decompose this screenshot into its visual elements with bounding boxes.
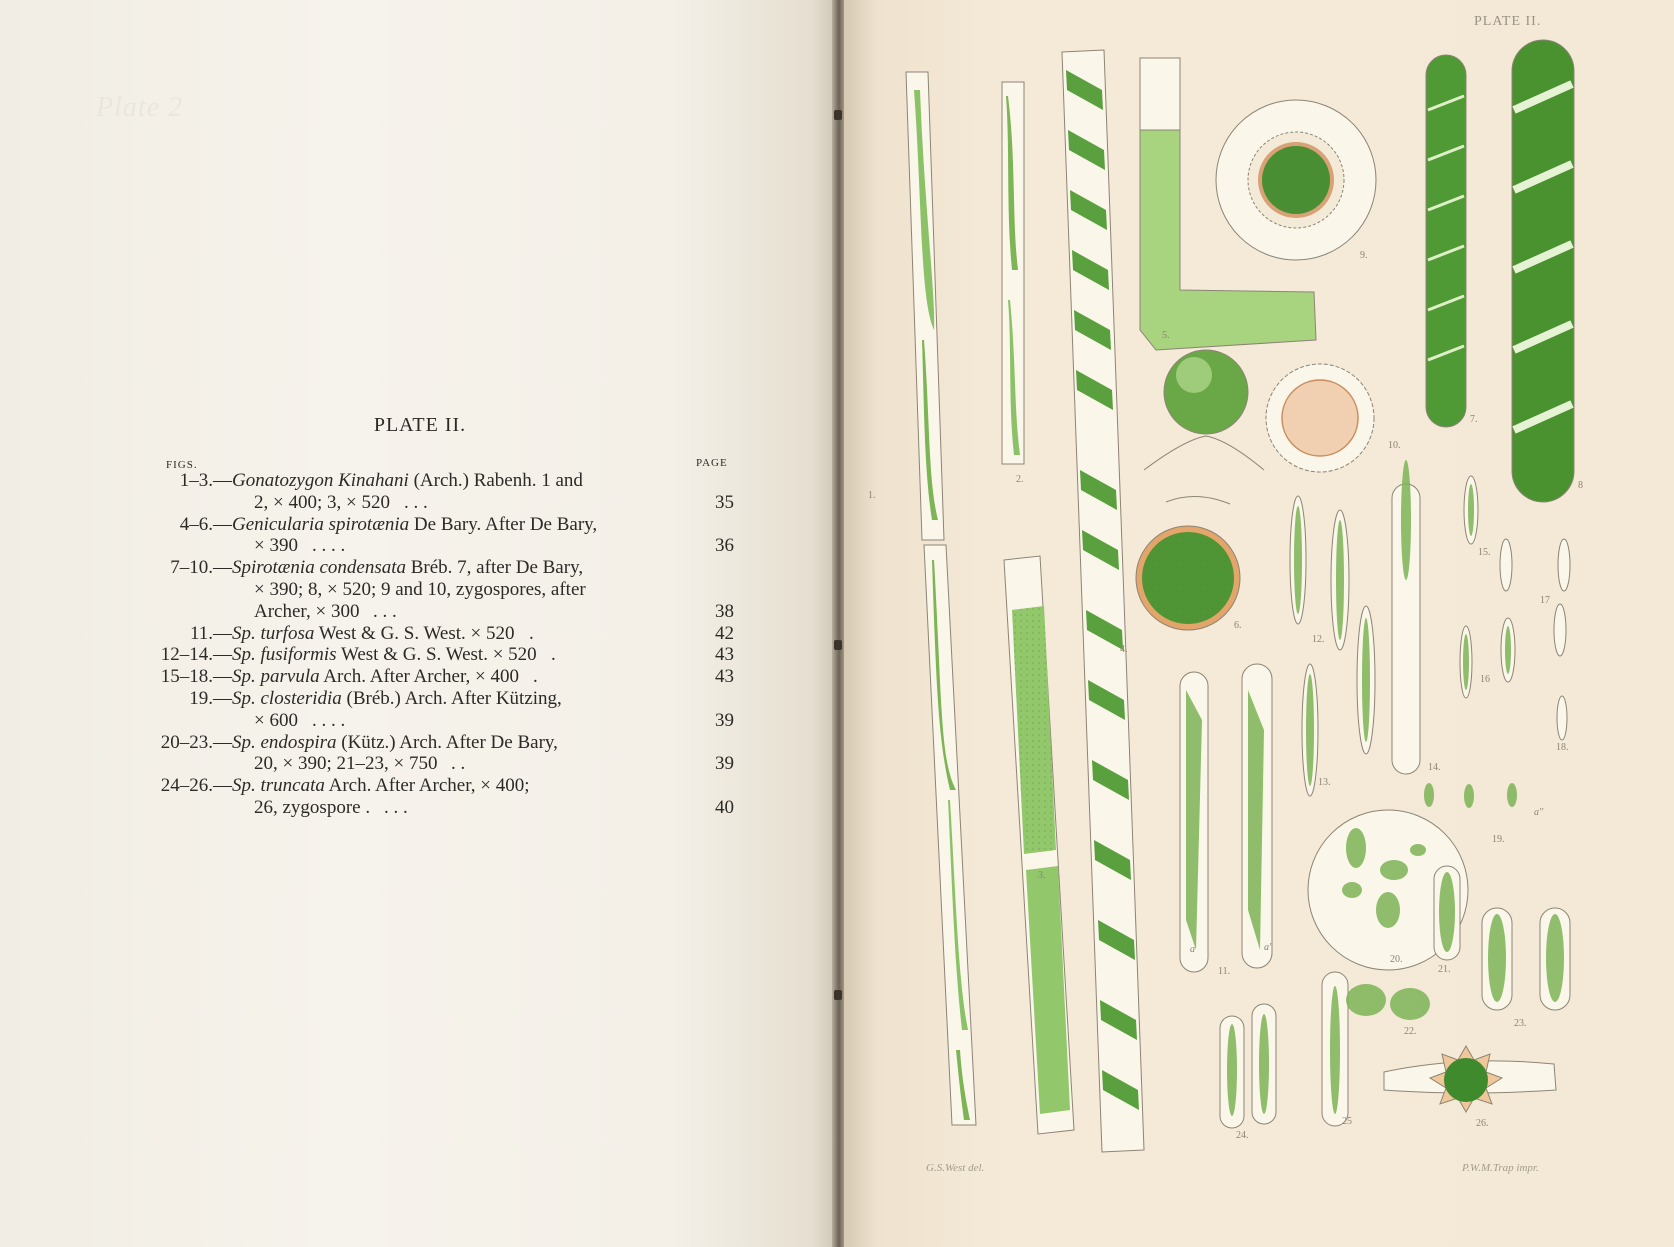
figure-label-8: 8 <box>1578 480 1583 491</box>
figure-label-16: 16 <box>1480 674 1490 685</box>
page-number: 42 <box>715 622 734 644</box>
legend-fragment: Bréb. 7, after De Bary, <box>406 557 584 579</box>
leader-dots: . . . . <box>312 709 346 731</box>
legend-line <box>150 470 740 492</box>
figure-label-3: 3. <box>1038 870 1046 881</box>
figure-label-25: 25 <box>1342 1116 1352 1127</box>
page-number: 43 <box>715 666 734 688</box>
figure-range: 24–26.— <box>160 775 232 797</box>
figure-range: 11.— <box>189 622 232 644</box>
legend-text <box>232 732 558 754</box>
legend-line <box>150 775 740 797</box>
figure-9-zygospore <box>1216 100 1376 260</box>
legend-fragment: West & G. S. West. × 520 <box>314 622 515 644</box>
figure-label-9: 9. <box>1360 250 1368 261</box>
page-number: 38 <box>715 600 734 622</box>
legend-fragment: Arch. After Archer, × 400 <box>319 666 519 688</box>
page-number: 39 <box>715 753 734 775</box>
legend-fragment: × 390; 8, × 520; 9 and 10, zygospores, after <box>254 578 586 600</box>
leader-dots: . <box>529 622 534 644</box>
legend-line <box>150 492 740 514</box>
figure-6-zygospore <box>1136 496 1240 630</box>
legend-fragment: West & G. S. West. × 520 <box>336 644 537 666</box>
legend-line <box>150 557 740 579</box>
legend-fragment: × 600 <box>254 709 298 731</box>
page-number: 43 <box>715 644 734 666</box>
legend-text <box>232 688 562 710</box>
sub-label-a-prime: a' <box>1264 942 1272 953</box>
left-page <box>0 0 836 1247</box>
legend-line <box>150 732 740 754</box>
legend-line <box>150 623 740 645</box>
figure-label-17: 17 <box>1540 595 1550 606</box>
legend-line <box>150 601 740 623</box>
leader-dots: . . . <box>384 796 408 818</box>
legend-text <box>232 623 515 645</box>
figure-label-15: 15. <box>1478 547 1491 558</box>
printer-credit: P.W.M.Trap impr. <box>1462 1162 1539 1174</box>
taxon-name: Sp. endospira <box>232 731 337 753</box>
figure-label-26: 26. <box>1476 1118 1489 1129</box>
figure-range: 12–14.— <box>160 644 232 666</box>
legend-fragment: 26, zygospore . <box>254 796 371 818</box>
legend-text <box>254 753 437 775</box>
leader-dots: . <box>551 644 556 666</box>
legend-text <box>232 666 519 688</box>
taxon-name: Sp. truncata <box>232 775 325 797</box>
figure-26-zygospore <box>1430 1046 1502 1112</box>
figure-2-filament <box>1002 82 1024 464</box>
sub-label-a-double-prime: a'' <box>1534 807 1544 818</box>
figure-label-10: 10. <box>1388 440 1401 451</box>
figs-column-header: FIGS. <box>166 459 198 471</box>
leader-dots: . . . . <box>312 535 346 557</box>
legend-fragment: Arch. After Archer, × 400; <box>324 775 530 797</box>
figure-label-20: 20. <box>1390 954 1403 965</box>
page-number: 40 <box>715 796 734 818</box>
taxon-name: Sp. closteridia <box>232 687 342 709</box>
figure-7-cell <box>1426 55 1466 427</box>
page-number: 35 <box>715 491 734 513</box>
bleed-through-text: Plate 2 <box>96 92 184 123</box>
figure-range: 4–6.— <box>179 513 232 535</box>
taxon-name: Sp. parvula <box>232 666 320 688</box>
figure-8-cell <box>1512 40 1574 502</box>
plate-title: PLATE II. <box>373 414 467 436</box>
sub-label-a: a <box>1190 944 1195 955</box>
figure-range: 19.— <box>189 687 232 709</box>
figure-label-24: 24. <box>1236 1130 1249 1141</box>
legend-text <box>254 710 298 732</box>
legend-line <box>150 688 740 710</box>
figure-label-11: 11. <box>1218 966 1231 977</box>
legend-text <box>232 557 583 579</box>
binding-stitch <box>834 990 842 1000</box>
legend-text <box>232 470 583 492</box>
page-number: 39 <box>715 709 734 731</box>
taxon-name: Gonatozygon Kinahani <box>232 470 409 491</box>
leader-dots: . . . <box>373 600 397 622</box>
figure-label-6: 6. <box>1234 620 1242 631</box>
figure-range: 7–10.— <box>170 557 232 579</box>
legend-line <box>150 579 740 601</box>
figure-1-filament <box>906 72 976 1125</box>
taxon-name: Sp. turfosa <box>232 622 315 644</box>
figure-10-zygospore <box>1266 364 1374 472</box>
legend-fragment: 2, × 400; 3, × 520 <box>254 491 390 513</box>
taxon-name: Sp. fusiformis <box>232 644 337 666</box>
binding-stitch <box>834 640 842 650</box>
figure-label-18: 18. <box>1556 742 1569 753</box>
legend-text <box>254 797 370 819</box>
legend-text <box>254 579 586 601</box>
figure-legend-list <box>150 470 740 819</box>
figure-label-22: 22. <box>1404 1026 1417 1037</box>
figure-label-14: 14. <box>1428 762 1441 773</box>
binding-stitch <box>834 110 842 120</box>
legend-line <box>150 644 740 666</box>
figure-label-7: 7. <box>1470 414 1478 425</box>
legend-line <box>150 797 740 819</box>
legend-line <box>150 535 740 557</box>
figure-range: 20–23.— <box>160 731 232 753</box>
legend-text <box>254 492 390 514</box>
legend-text <box>254 601 359 623</box>
figure-3-cell <box>1004 556 1074 1134</box>
taxon-name: Spirotænia condensata <box>232 557 406 579</box>
leader-dots: . <box>533 666 538 688</box>
page-column-header: PAGE <box>696 457 728 469</box>
legend-line <box>150 666 740 688</box>
figure-label-19: 19. <box>1492 834 1505 845</box>
page-number: 36 <box>715 535 734 557</box>
legend-fragment: (Bréb.) Arch. After Kützing, <box>341 687 562 709</box>
figure-label-12: 12. <box>1312 634 1325 645</box>
legend-text <box>232 644 537 666</box>
taxon-name: Genicularia spirotænia <box>232 513 410 535</box>
figure-label-5: 5. <box>1162 330 1170 341</box>
legend-text <box>232 775 530 797</box>
figure-4-spiral-filament <box>1062 50 1144 1152</box>
leader-dots: . . . <box>404 491 428 513</box>
legend-fragment: (Arch.) Rabenh. 1 and <box>408 470 583 491</box>
leader-dots: . . <box>451 753 466 775</box>
legend-fragment: (Kütz.) Arch. After De Bary, <box>336 731 558 753</box>
figure-label-4: 4. <box>1120 644 1128 655</box>
plate-label: PLATE II. <box>1474 14 1542 29</box>
figure-label-21: 21. <box>1438 964 1451 975</box>
artist-credit: G.S.West del. <box>926 1162 985 1174</box>
figure-label-1: 1. <box>868 490 876 501</box>
legend-line <box>150 753 740 775</box>
legend-line <box>150 514 740 536</box>
legend-fragment: De Bary. After De Bary, <box>409 513 598 535</box>
figure-range: 15–18.— <box>160 666 232 688</box>
legend-text <box>232 514 597 536</box>
legend-line <box>150 710 740 732</box>
legend-fragment: 20, × 390; 21–23, × 750 <box>254 753 438 775</box>
figure-range: 1–3.— <box>179 470 232 491</box>
figure-label-23: 23. <box>1514 1018 1527 1029</box>
legend-fragment: × 390 <box>254 535 298 557</box>
figure-label-13: 13. <box>1318 777 1331 788</box>
legend-text <box>254 535 298 557</box>
plate-illustration <box>844 0 1674 1247</box>
figure-label-2: 2. <box>1016 474 1024 485</box>
legend-fragment: Archer, × 300 <box>254 600 360 622</box>
